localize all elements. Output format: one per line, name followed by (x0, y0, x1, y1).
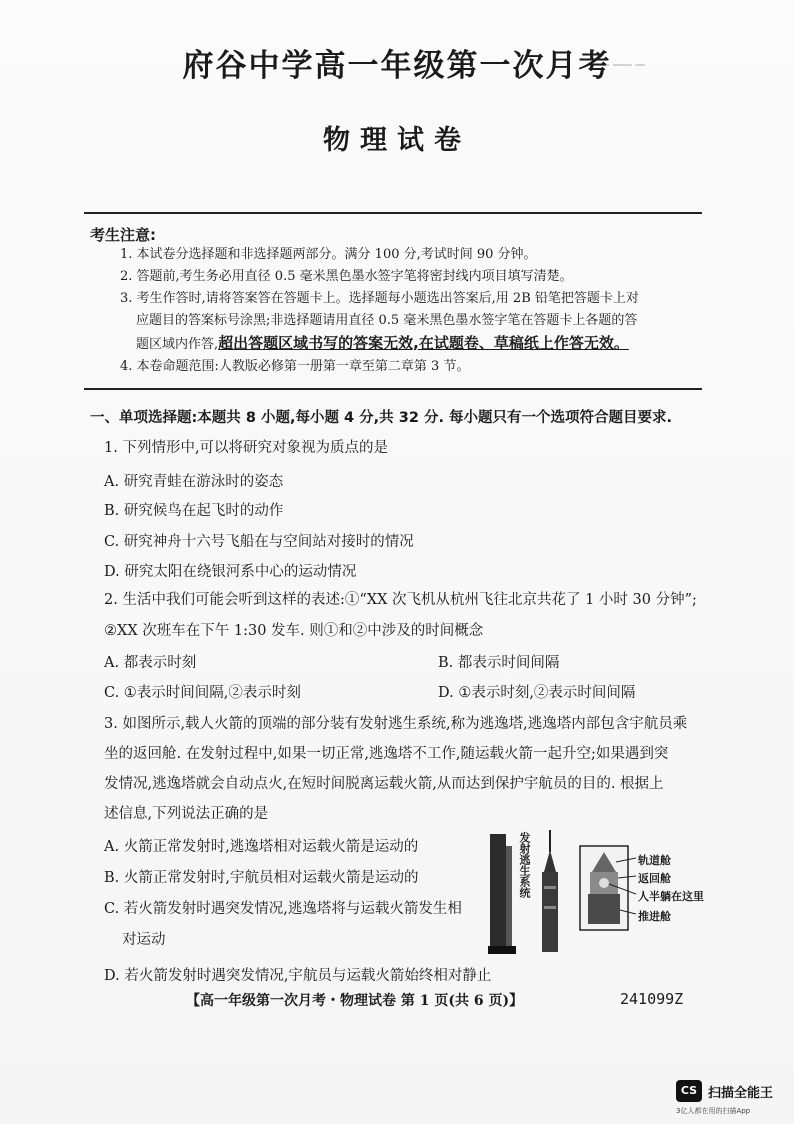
escape-tower-shape (544, 850, 556, 872)
header-divider-top (84, 212, 702, 214)
option-a: A. 火箭正常发射时,逃逸塔相对运载火箭是运动的 (104, 839, 419, 855)
notice-plain-text: 题区域内作答, (136, 337, 219, 352)
option-d: D. ①表示时刻,②表示时间间隔 (438, 685, 636, 701)
question-stem: 3. 如图所示,载人火箭的顶端的部分装有发射逃生系统,称为逃逸塔,逃逸塔内部包含宇航员乘 (104, 716, 688, 732)
launch-tower-shape (490, 834, 506, 952)
header-divider-bottom (84, 388, 702, 390)
section-heading: 一、单项选择题:本题共 8 小题,每小题 4 分,共 32 分. 每小题只有一个选项符合题目要求. (90, 410, 673, 426)
notice-item: 3. 考生作答时,请将答案答在答题卡上。选择题每小题选出答案后,用 2B 铅笔把答题卡上对 (120, 291, 639, 306)
exam-title: 府谷中学高一年级第一次月考 (182, 48, 612, 84)
option-a: A. 研究青蛙在游泳时的姿态 (104, 474, 284, 490)
notice-item-continuation (90, 332, 712, 356)
figure-label-orbital-module: 轨道舱 (638, 854, 671, 867)
rocket-stripe-shape (544, 906, 556, 909)
notice-item: 1. 本试卷分选择题和非选择题两部分。满分 100 分,考试时间 90 分钟。 (120, 247, 537, 262)
notice-heading: 考生注意: (90, 226, 156, 244)
option-d: D. 若火箭发射时遇突发情况,宇航员与运载火箭始终相对静止 (104, 968, 492, 984)
option-d: D. 研究太阳在绕银河系中心的运动情况 (104, 564, 357, 580)
notice-emphasis-text: 超出答题区域书写的答案无效,在试题卷、草稿纸上作答无效。 (218, 334, 629, 352)
exam-subject: 物理试卷 (323, 125, 471, 156)
notice-item: 4. 本卷命题范围:人教版必修第一册第一章至第二章第 3 节。 (120, 359, 470, 374)
question-stem-continuation: 发情况,逃逸塔就会自动点火,在短时间脱离运载火箭,从而达到保护宇航员的目的. 根据上 (104, 776, 664, 792)
figure-vertical-label: 发射逃生系统 (518, 832, 531, 898)
scanner-logo: CS (676, 1080, 702, 1102)
rocket-stripe-shape (544, 886, 556, 889)
launch-tower-shape (506, 846, 512, 952)
page-footer: 【高一年级第一次月考・物理试卷 第 1 页(共 6 页)】 (186, 993, 524, 1009)
notice-item-continuation: 应题目的答案标号涂黑;非选择题请用直径 0.5 毫米黑色墨水签字笔在答题卡上各题的答 (136, 313, 638, 328)
question-stem-continuation: ②XX 次班车在下午 1:30 发车. 则①和②中涉及的时间概念 (104, 623, 484, 639)
question-stem-continuation: 坐的返回舱. 在发射过程中,如果一切正常,逃逸塔不工作,随运载火箭一起升空;如果遇到突 (104, 746, 669, 762)
option-c: C. 若火箭发射时遇突发情况,逃逸塔将与运载火箭发生相 (104, 901, 462, 917)
question-stem: 1. 下列情形中,可以将研究对象视为质点的是 (104, 440, 389, 456)
exam-code: 241099Z (620, 990, 684, 1008)
figure-label-astronaut: 人半躺在这里 (638, 890, 704, 903)
rocket-figure (488, 826, 726, 956)
scanner-tagline: 3亿人都在用的扫描App (676, 1107, 751, 1115)
notice-block (90, 244, 712, 378)
option-a: A. 都表示时刻 (104, 655, 197, 671)
bleed-through-mark: ▁ ▁▁ ▁ (600, 52, 645, 66)
launch-pad-shape (488, 946, 516, 954)
figure-label-propulsion-module: 推进舱 (638, 910, 671, 923)
scanner-watermark (676, 1080, 786, 1116)
option-b: B. 都表示时间间隔 (438, 655, 560, 671)
option-c: C. 研究神舟十六号飞船在与空间站对接时的情况 (104, 534, 414, 550)
question-stem: 2. 生活中我们可能会听到这样的表述:①“XX 次飞机从杭州飞往北京共花了 1 小时 30 分钟”; (104, 592, 697, 608)
figure-label-return-capsule: 返回舱 (638, 872, 671, 885)
option-b: B. 研究候鸟在起飞时的动作 (104, 503, 284, 519)
propulsion-module-shape (588, 894, 620, 924)
scanner-app-name: 扫描全能王 (708, 1086, 774, 1101)
option-c-continuation: 对运动 (122, 932, 166, 948)
option-b: B. 火箭正常发射时,宇航员相对运载火箭是运动的 (104, 870, 419, 886)
question-stem-continuation: 述信息,下列说法正确的是 (104, 806, 269, 822)
rocket-body-shape (542, 872, 558, 952)
notice-item: 2. 答题前,考生务必用直径 0.5 毫米黑色墨水签字笔将密封线内项目填写清楚。 (120, 269, 573, 284)
astronaut-shape (599, 878, 609, 888)
option-c: C. ①表示时间间隔,②表示时刻 (104, 685, 301, 701)
